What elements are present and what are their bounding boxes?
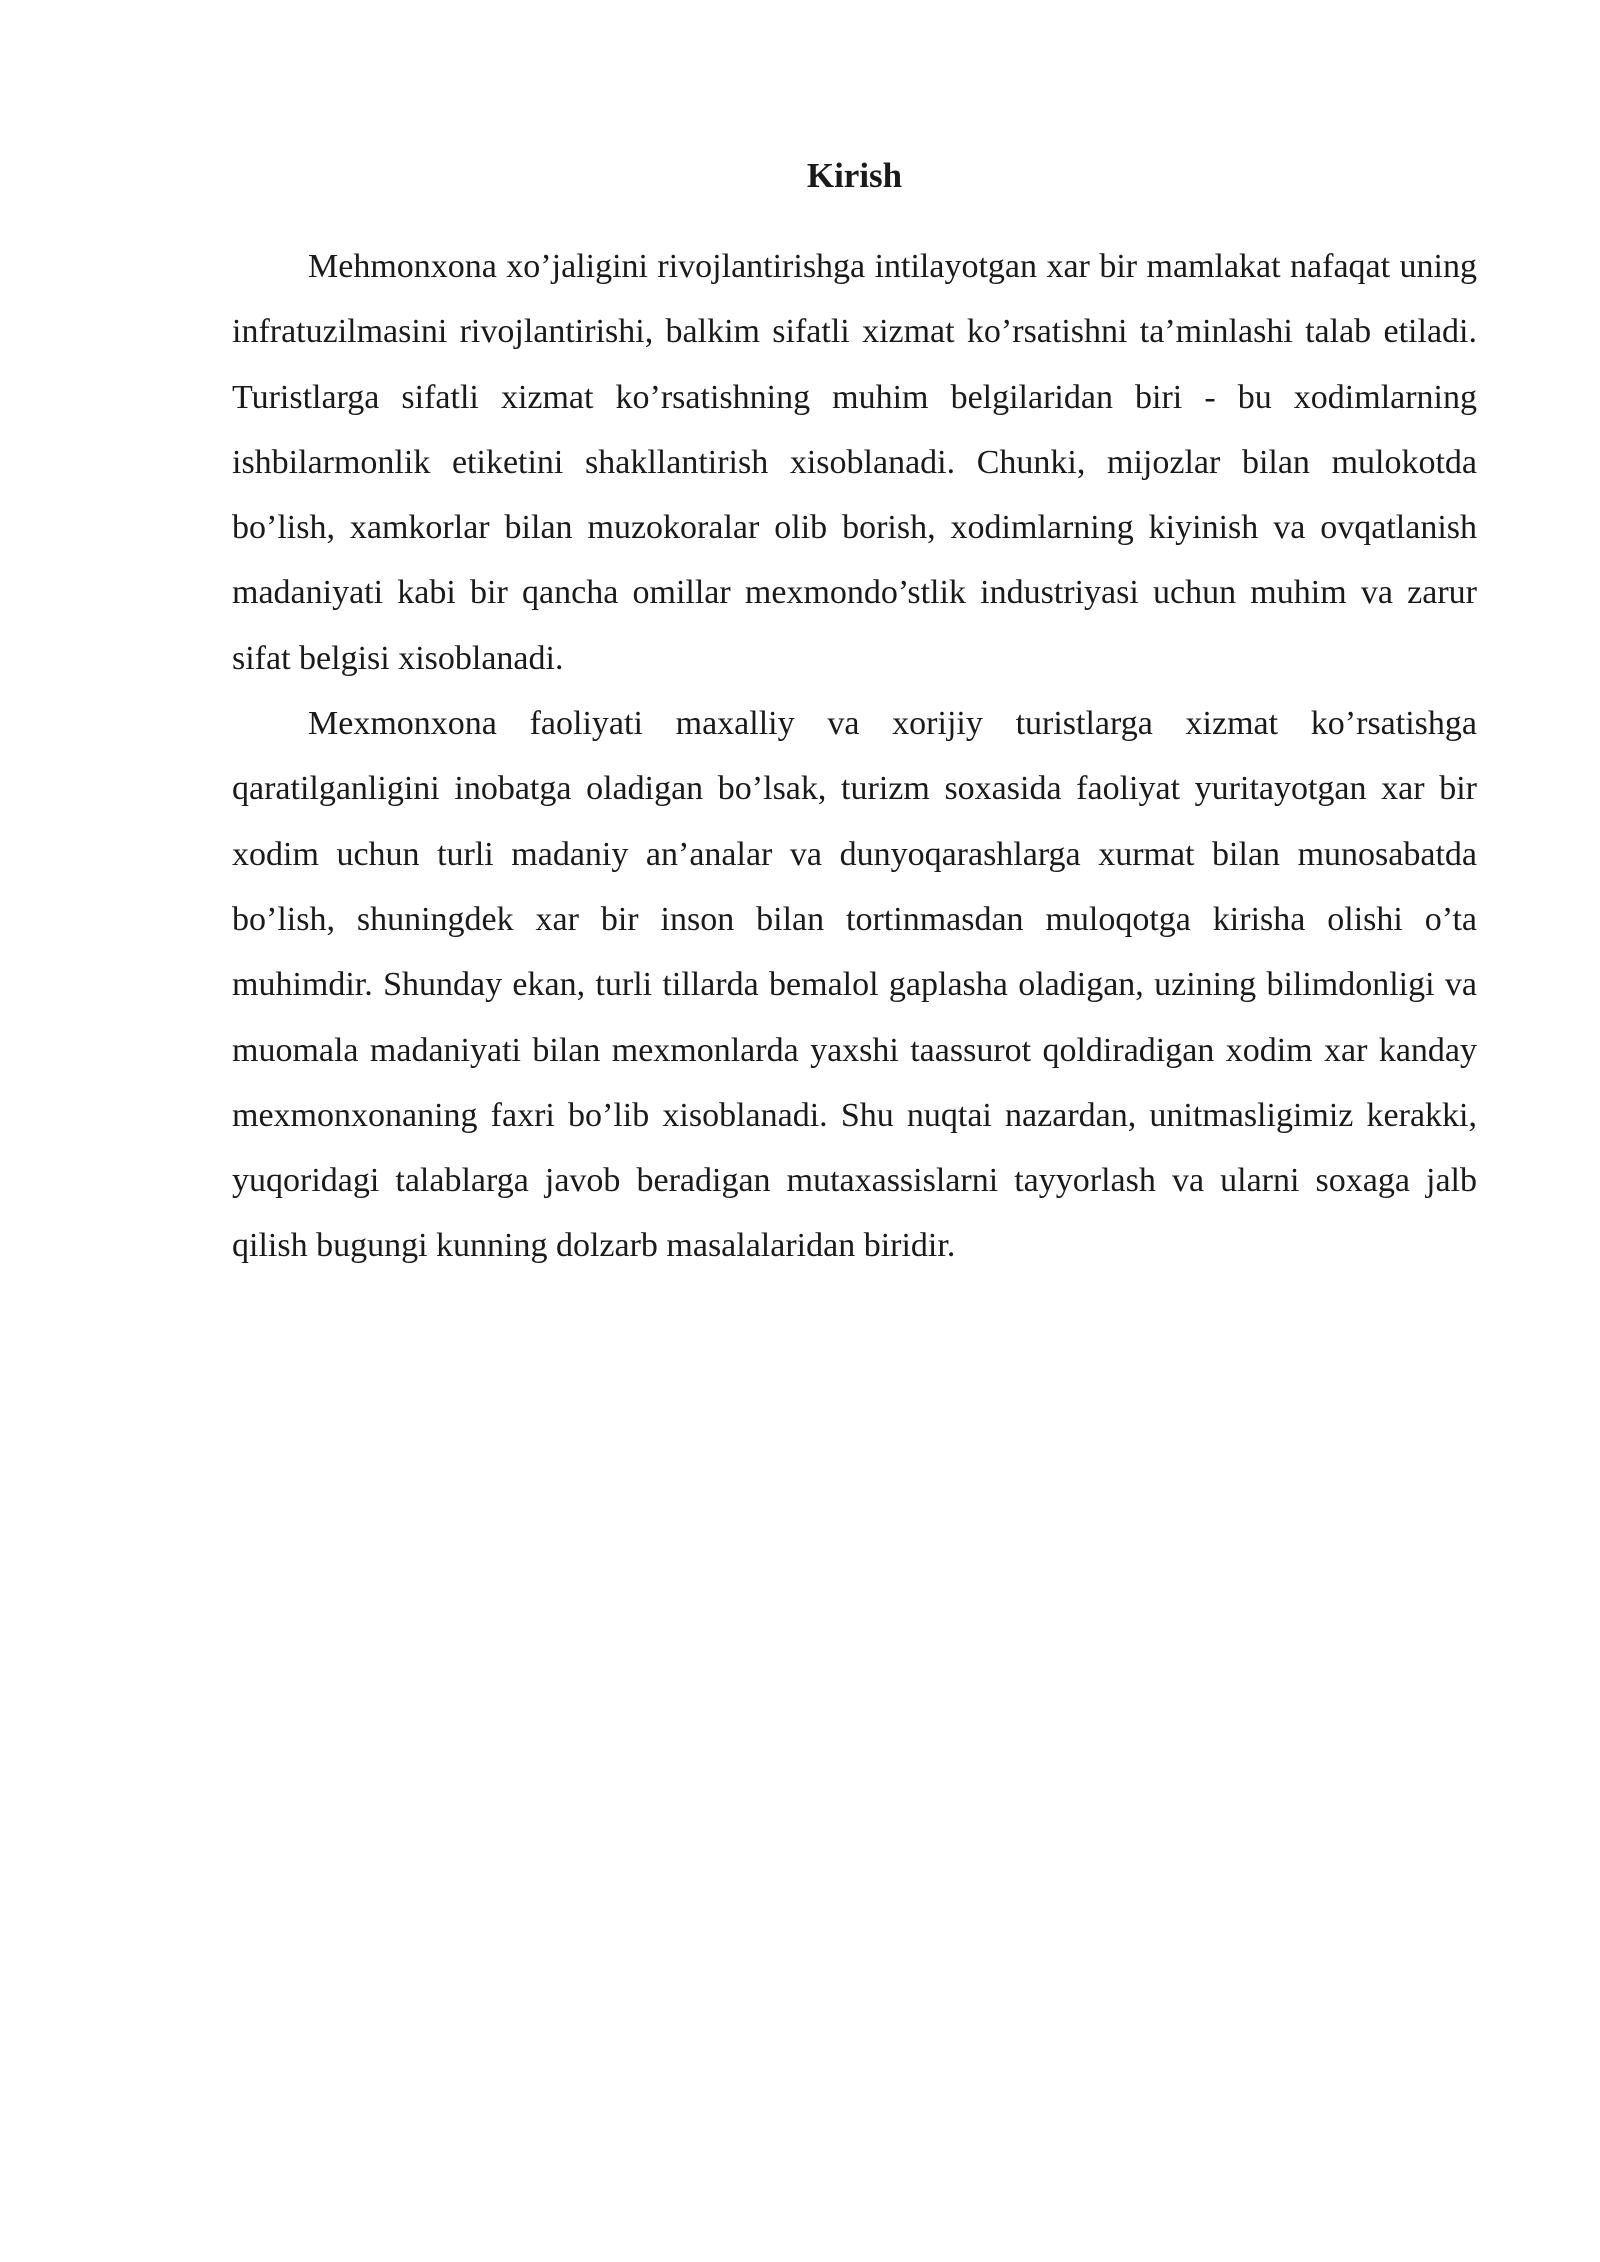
paragraph-1: Mehmonxona xo’jaligini rivojlantirishga intilayotgan xar bir mamlakat nafaqat uning infratuzilmasini rivojlantirishi, balkim sifatli xizmat ko’rsatishni ta’minlashi talab etiladi. Turistlarga sifatli xizmat ko’rsatishning muhim belgilaridan biri - bu xodimlarning ishbilarmonlik etiketini shakllantirish xisoblanadi. Chunki, mijozlar bilan mulokotda bo’lish, xamkorlar bilan muzokoralar olib borish, xodimlarning kiyinish va ovqatlanish madaniyati kabi bir qancha omillar mexmondo’stlik industriyasi uchun muhim va zarur sifat belgisi xisoblanadi. bbox=[232, 248, 1477, 677]
page-title: Kirish bbox=[806, 156, 903, 195]
document-body bbox=[232, 146, 1477, 1279]
paragraph-2: Mexmonxona faoliyati maxalliy va xorijiy turistlarga xizmat ko’rsatishga qaratilganligini inobatga oladigan bo’lsak, turizm soxasida faoliyat yuritayotgan xar bir xodim uchun turli madaniy an’analar va dunyoqarashlarga xurmat bilan munosabatda bo’lish, shuningdek xar bir inson bilan tortinmasdan muloqotga kirisha olishi o’ta muhimdir. Shunday ekan, turli tillarda bemalol gaplasha oladigan, uzining bilimdonligi va muomala madaniyati bilan mexmonlarda yaxshi taassurot qoldiradigan xodim xar kanday mexmonxonaning faxri bo’lib xisoblanadi. Shu nuqtai nazardan, unitmasligimiz kerakki, yuqoridagi talablarga javob beradigan mutaxassislarni tayyorlash va ularni soxaga jalb qilish bugungi kunning dolzarb masalalaridan biridir. bbox=[232, 705, 1477, 1265]
